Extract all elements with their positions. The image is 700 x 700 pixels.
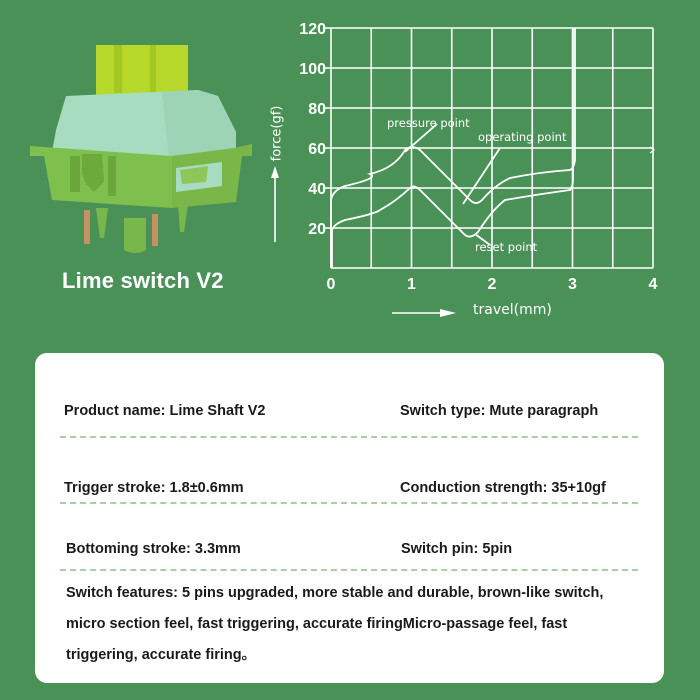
svg-text:20: 20 — [308, 221, 326, 238]
svg-text:4: 4 — [648, 276, 658, 293]
spec-switch-pin: Switch pin: 5pin — [401, 541, 513, 557]
reset-point-label: reset point — [475, 240, 538, 254]
pressure-point-label: pressure point — [387, 116, 470, 130]
svg-text:120: 120 — [299, 21, 326, 38]
y-axis-label: force(gf) — [269, 105, 285, 162]
x-axis-label: travel(mm) — [473, 302, 552, 318]
spec-conduction-strength: Conduction strength: 35+10gf — [400, 480, 606, 496]
force-travel-chart — [0, 0, 700, 340]
svg-text:100: 100 — [299, 61, 326, 78]
svg-text:40: 40 — [308, 181, 326, 198]
spec-switch-type: Switch type: Mute paragraph — [400, 403, 599, 419]
svg-text:80: 80 — [308, 101, 326, 118]
svg-text:60: 60 — [308, 141, 326, 158]
spec-features: Switch features: 5 pins upgraded, more stable and durable, brown-like switch, micro section feel, fast triggering, accurate firingMicro-passage feel, fast triggering, accurate firing。 — [66, 585, 604, 663]
divider — [60, 569, 638, 571]
operating-point-leader — [463, 148, 500, 204]
svg-text:1: 1 — [407, 276, 416, 293]
spec-bottoming-stroke: Bottoming stroke: 3.3mm — [66, 541, 241, 557]
divider — [60, 436, 638, 438]
spec-product-name: Product name: Lime Shaft V2 — [64, 403, 266, 419]
x-axis-ticks — [327, 276, 658, 293]
chart-grid — [325, 28, 653, 268]
y-axis-ticks — [299, 21, 326, 238]
svg-text:0: 0 — [326, 276, 336, 293]
spec-trigger-stroke: Trigger stroke: 1.8±0.6mm — [64, 480, 244, 496]
svg-text:3: 3 — [568, 276, 577, 293]
divider — [60, 502, 638, 504]
operating-point-label: operating point — [478, 130, 567, 144]
product-title: Lime switch V2 — [62, 268, 224, 293]
svg-text:2: 2 — [487, 276, 497, 293]
